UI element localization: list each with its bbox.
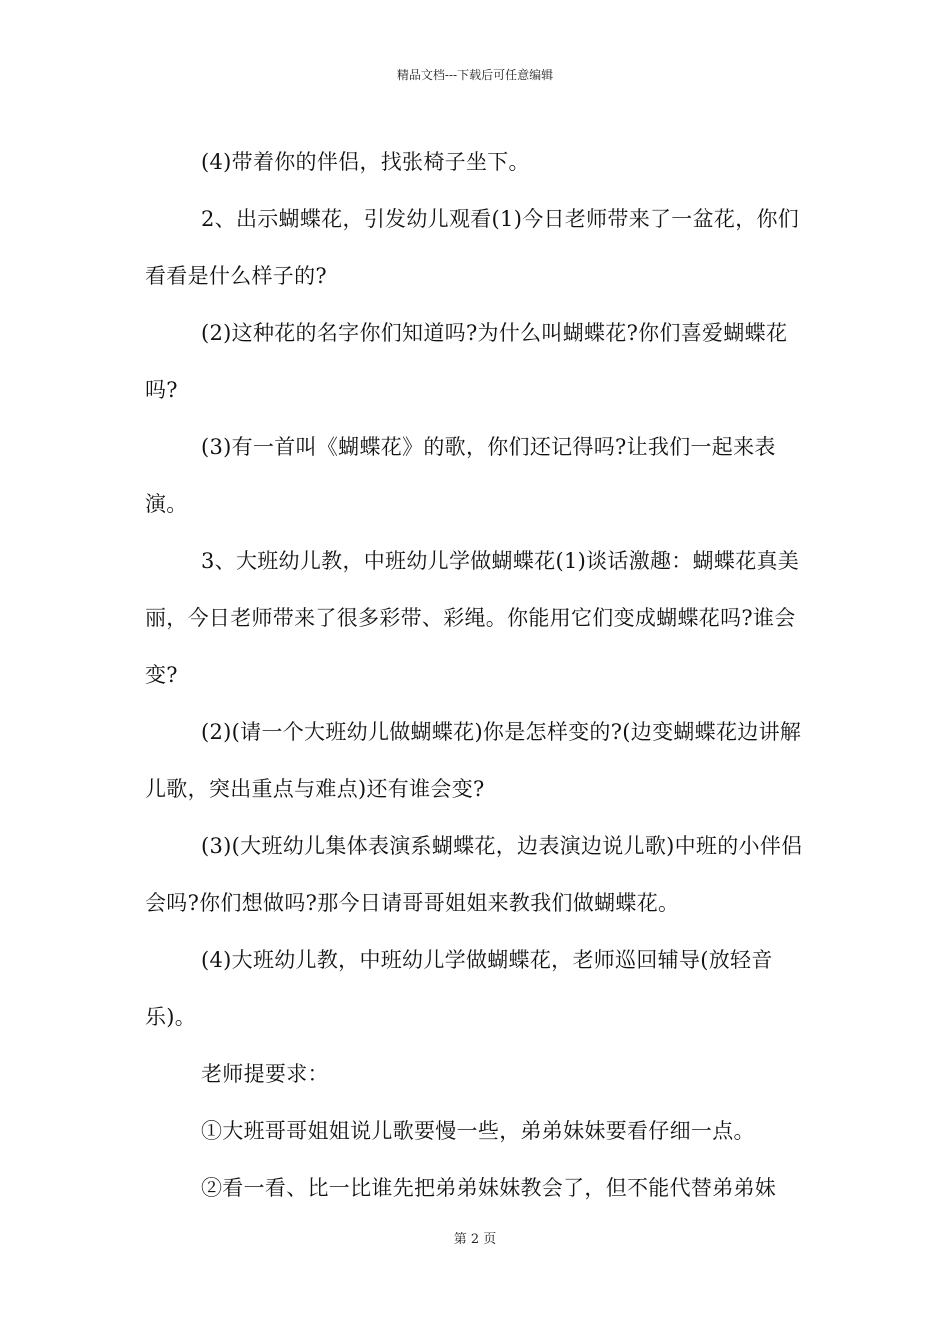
document-body [145, 134, 807, 1217]
paragraph: ②看一看、比一比谁先把弟弟妹妹教会了，但不能代替弟弟妹 [201, 1176, 777, 1200]
paragraph: (2)这种花的名字你们知道吗?为什么叫蝴蝶花?你们喜爱蝴蝶花吗? [145, 321, 788, 402]
paragraph: ①大班哥哥姐姐说儿歌要慢一些，弟弟妹妹要看仔细一点。 [201, 1119, 755, 1143]
paragraph: (3)有一首叫《蝴蝶花》的歌，你们还记得吗?让我们一起来表演。 [145, 435, 776, 516]
page-header: 精品文档---下载后可任意编辑 [396, 68, 554, 82]
paragraph: (4)带着你的伴侣，找张椅子坐下。 [201, 150, 530, 174]
paragraph: (3)(大班幼儿集体表演系蝴蝶花，边表演边说儿歌)中班的小伴侣会吗?你们想做吗?那今日请哥哥姐姐来教我们做蝴蝶花。 [145, 834, 803, 915]
paragraph: 老师提要求： [201, 1062, 329, 1086]
paragraph: (2)(请一个大班幼儿做蝴蝶花)你是怎样变的?(边变蝴蝶花边讲解儿歌，突出重点与难点)还有谁会变? [145, 720, 802, 801]
page-number: 第 2 页 [453, 1232, 497, 1247]
paragraph: (4)大班幼儿教，中班幼儿学做蝴蝶花，老师巡回辅导(放轻音乐)。 [145, 948, 773, 1029]
paragraph: 3、大班幼儿教，中班幼儿学做蝴蝶花(1)谈话激趣：蝴蝶花真美丽，今日老师带来了很多彩带、彩绳。你能用它们变成蝴蝶花吗?谁会变? [145, 549, 800, 687]
paragraph: 2、出示蝴蝶花，引发幼儿观看(1)今日老师带来了一盆花，你们看看是什么样子的? [145, 207, 800, 288]
